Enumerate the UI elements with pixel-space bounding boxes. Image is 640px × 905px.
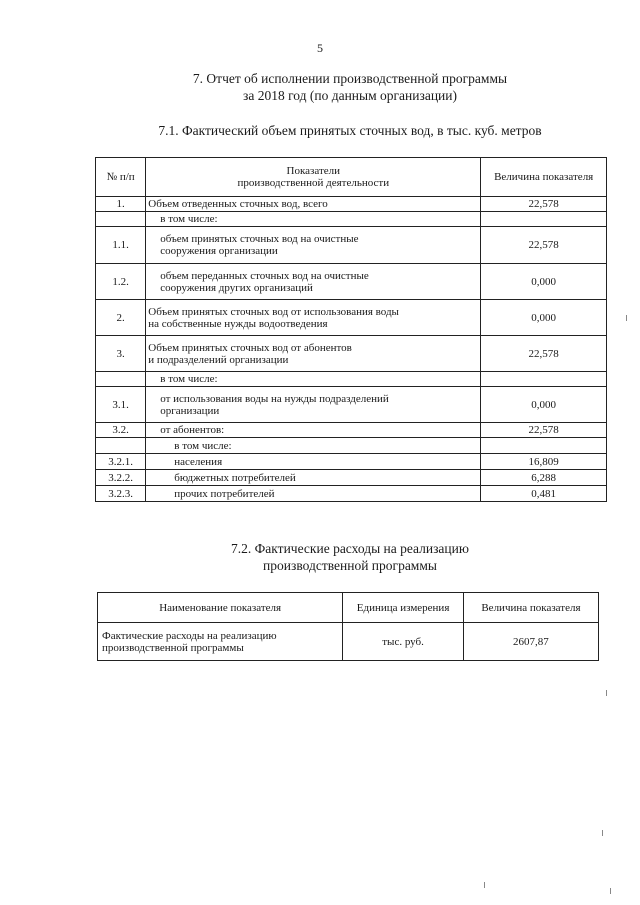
row-value	[481, 212, 607, 227]
table-row	[96, 197, 607, 212]
header-indicator-line2: производственной деятельности	[237, 177, 390, 189]
row-indicator-line2: и подразделений организации	[148, 353, 289, 366]
table-row	[96, 423, 607, 438]
table-row	[96, 264, 607, 300]
row-indicator-line2: на собственные нужды водоотведения	[148, 317, 328, 330]
row-indicator: Объем отведенных сточных вод, всего	[146, 197, 481, 212]
header-name: Наименование показателя	[98, 593, 343, 623]
row-num: 3.2.	[96, 423, 146, 438]
table-row	[96, 372, 607, 387]
row-value: 22,578	[481, 197, 607, 212]
scan-mark	[484, 882, 485, 888]
row-value: 0,000	[481, 387, 607, 423]
page-number: 5	[317, 41, 323, 55]
section2-title-line1: 7.2. Фактические расходы на реализацию	[231, 541, 469, 556]
table-row	[96, 486, 607, 502]
report-title	[0, 70, 640, 104]
report-title-line1: 7. Отчет об исполнении производственной программы	[192, 71, 508, 86]
row-value: 22,578	[481, 423, 607, 438]
table-row	[96, 227, 607, 264]
row-unit: тыс. руб.	[343, 623, 464, 661]
section1-title: 7.1. Фактический объем принятых сточных вод, в тыс. куб. метров	[158, 123, 542, 138]
table-row	[96, 438, 607, 454]
section2-title-line2: производственной программы	[263, 558, 437, 573]
row-value: 16,809	[481, 454, 607, 470]
table-row	[96, 300, 607, 336]
header-indicator-line1: Показатели	[286, 165, 341, 177]
table-header-row	[96, 158, 607, 197]
row-value: 22,578	[481, 227, 607, 264]
scan-mark	[626, 315, 627, 321]
header-value: Величина показателя	[481, 158, 607, 197]
row-indicator: прочих потребителей	[146, 486, 481, 502]
row-indicator: от абонентов:	[146, 423, 481, 438]
row-num: 3.	[96, 336, 146, 372]
row-indicator: в том числе:	[146, 212, 481, 227]
header-indicator	[146, 158, 481, 197]
row-num: 1.1.	[96, 227, 146, 264]
row-name-line1: Фактические расходы на реализацию	[102, 629, 277, 642]
header-unit: Единица измерения	[343, 593, 464, 623]
row-num: 1.	[96, 197, 146, 212]
row-indicator-line1: объем переданных сточных вод на очистные	[160, 269, 369, 282]
scan-mark	[602, 830, 603, 836]
row-num	[96, 438, 146, 454]
row-num: 3.2.3.	[96, 486, 146, 502]
row-name	[98, 623, 343, 661]
table-header-row	[98, 593, 599, 623]
row-num: 1.2.	[96, 264, 146, 300]
header-num: № п/п	[96, 158, 146, 197]
row-indicator	[146, 336, 481, 372]
table-row	[96, 454, 607, 470]
table-row	[96, 387, 607, 423]
expenses-table	[97, 592, 599, 661]
row-indicator-line1: Объем принятых сточных вод от абонентов	[148, 341, 352, 354]
row-num: 3.2.1.	[96, 454, 146, 470]
row-num	[96, 372, 146, 387]
row-value: 0,000	[481, 264, 607, 300]
row-value: 2607,87	[463, 623, 598, 661]
row-name-line2: производственной программы	[102, 641, 244, 654]
table-row	[98, 623, 599, 661]
row-indicator-line2: организации	[160, 404, 220, 417]
row-value: 0,000	[481, 300, 607, 336]
row-num	[96, 212, 146, 227]
row-value	[481, 438, 607, 454]
row-value: 0,481	[481, 486, 607, 502]
row-indicator: в том числе:	[146, 438, 481, 454]
row-indicator: бюджетных потребителей	[146, 470, 481, 486]
table-row	[96, 470, 607, 486]
row-indicator	[146, 227, 481, 264]
row-indicator-line1: объем принятых сточных вод на очистные	[160, 233, 359, 245]
row-indicator	[146, 387, 481, 423]
row-num: 3.2.2.	[96, 470, 146, 486]
table-row	[96, 336, 607, 372]
row-value: 6,288	[481, 470, 607, 486]
table-row	[96, 212, 607, 227]
header-value: Величина показателя	[463, 593, 598, 623]
row-num: 3.1.	[96, 387, 146, 423]
row-indicator	[146, 264, 481, 300]
row-value	[481, 372, 607, 387]
row-indicator-line2: сооружения других организаций	[160, 281, 313, 294]
row-value: 22,578	[481, 336, 607, 372]
row-indicator-line1: от использования воды на нужды подразделений	[160, 392, 389, 405]
scan-mark	[610, 888, 611, 894]
row-indicator: в том числе:	[146, 372, 481, 387]
row-indicator	[146, 300, 481, 336]
row-indicator-line1: Объем принятых сточных вод от использования воды	[148, 305, 399, 318]
section2-title	[0, 540, 640, 574]
row-indicator-line2: сооружения организации	[160, 245, 278, 257]
row-indicator: населения	[146, 454, 481, 470]
wastewater-volume-table	[95, 157, 607, 502]
row-num: 2.	[96, 300, 146, 336]
scan-mark	[606, 690, 607, 696]
report-title-line2: за 2018 год (по данным организации)	[243, 88, 457, 103]
